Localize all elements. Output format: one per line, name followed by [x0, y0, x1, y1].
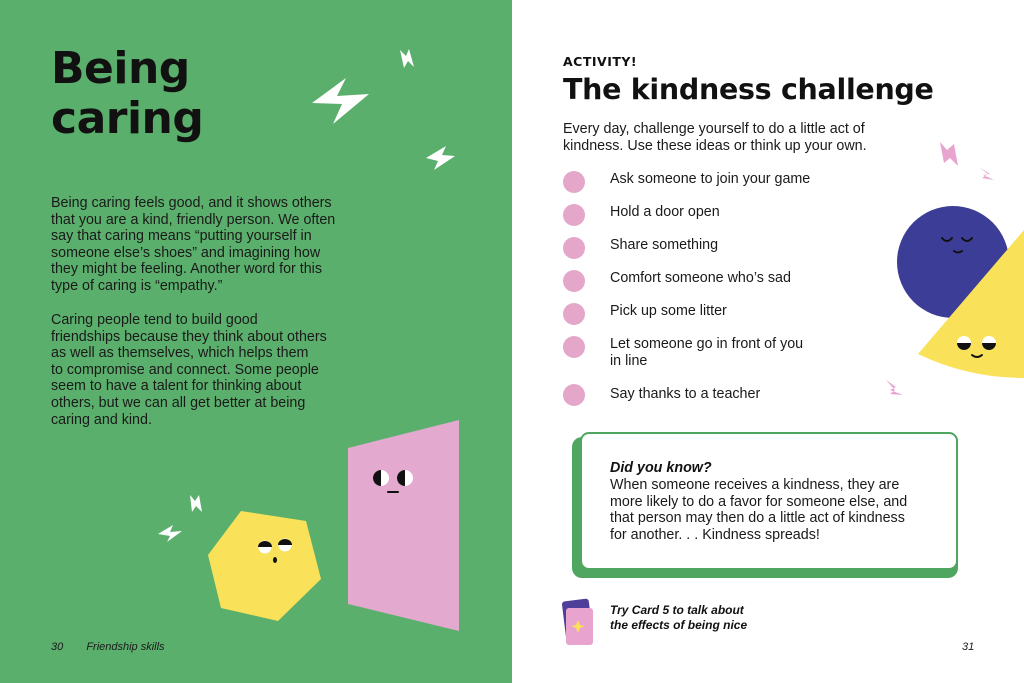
text-line: Comfort someone who’s sad: [610, 270, 791, 286]
text-line: to compromise and connect. Some people: [51, 361, 319, 378]
list-item-text: [610, 303, 727, 320]
text-line: that person may then do a little act of kindness: [610, 510, 905, 527]
yellow-hexagon-character: [208, 511, 321, 621]
bullet-icon: [563, 237, 585, 259]
text-line: someone else’s shoes” and imagining how: [51, 244, 321, 261]
title-line: caring: [51, 93, 204, 144]
bullet-icon: [563, 204, 585, 226]
text-line: the effects of being nice: [610, 618, 748, 632]
text-line: in line: [610, 352, 648, 369]
list-item-text: [610, 386, 760, 403]
text-line: as well as themselves, which helps them: [51, 345, 309, 362]
bullet-icon: [563, 270, 585, 292]
pink-rectangle-character: [348, 420, 459, 631]
activity-title: The kindness challenge: [563, 73, 934, 106]
text-line: caring and kind.: [51, 411, 152, 428]
text-line: kindness. Use these ideas or think up your own.: [563, 137, 867, 154]
title-line: Being: [51, 43, 190, 94]
text-line: for another. . . Kindness spreads!: [610, 526, 820, 543]
bullet-icon: [563, 303, 585, 325]
text-line: they might be feeling. Another word for this: [51, 261, 322, 278]
section-title: Friendship skills: [86, 641, 165, 653]
bullet-icon: [563, 171, 585, 193]
page-number: 30: [51, 641, 64, 653]
text-line: others, but we can all get better at being: [51, 394, 306, 411]
list-item-text: [610, 237, 718, 254]
text-line: Say thanks to a teacher: [610, 386, 761, 402]
text-line: Ask someone to join your game: [610, 171, 811, 187]
text-line: Try Card 5 to talk about: [610, 603, 744, 617]
activity-intro: [563, 121, 867, 154]
card-icon: [562, 598, 594, 645]
text-line: more likely to do a favor for someone else, and: [610, 493, 908, 510]
bullet-icon: [563, 384, 585, 406]
did-you-know-heading: Did you know?: [610, 460, 712, 476]
text-line: Share something: [610, 237, 719, 253]
text-line: When someone receives a kindness, they are: [610, 477, 900, 493]
page-number: 31: [962, 641, 975, 653]
activity-label: ACTIVITY!: [563, 54, 638, 69]
list-item-text: [610, 204, 720, 221]
text-line: that you are a kind, friendly person. We often: [51, 211, 336, 228]
text-line: Caring people tend to build good: [51, 312, 258, 328]
list-item-text: [610, 270, 791, 287]
text-line: seem to have a talent for thinking about: [51, 378, 302, 395]
text-line: say that caring means “putting yourself in: [51, 228, 312, 245]
text-line: friendships because they think about others: [51, 328, 327, 345]
bullet-icon: [563, 336, 585, 358]
text-line: Every day, challenge yourself to do a little act of: [563, 121, 865, 137]
did-you-know-body: [610, 477, 907, 543]
text-line: Let someone go in front of you: [610, 336, 804, 352]
list-item-text: [610, 171, 810, 188]
list-item-text: [610, 336, 803, 369]
text-line: Being caring feels good, and it shows others: [51, 195, 332, 211]
text-line: Hold a door open: [610, 204, 720, 220]
text-line: Pick up some litter: [610, 303, 727, 319]
text-line: type of caring is “empathy.”: [51, 277, 223, 294]
card-note: [610, 603, 747, 633]
